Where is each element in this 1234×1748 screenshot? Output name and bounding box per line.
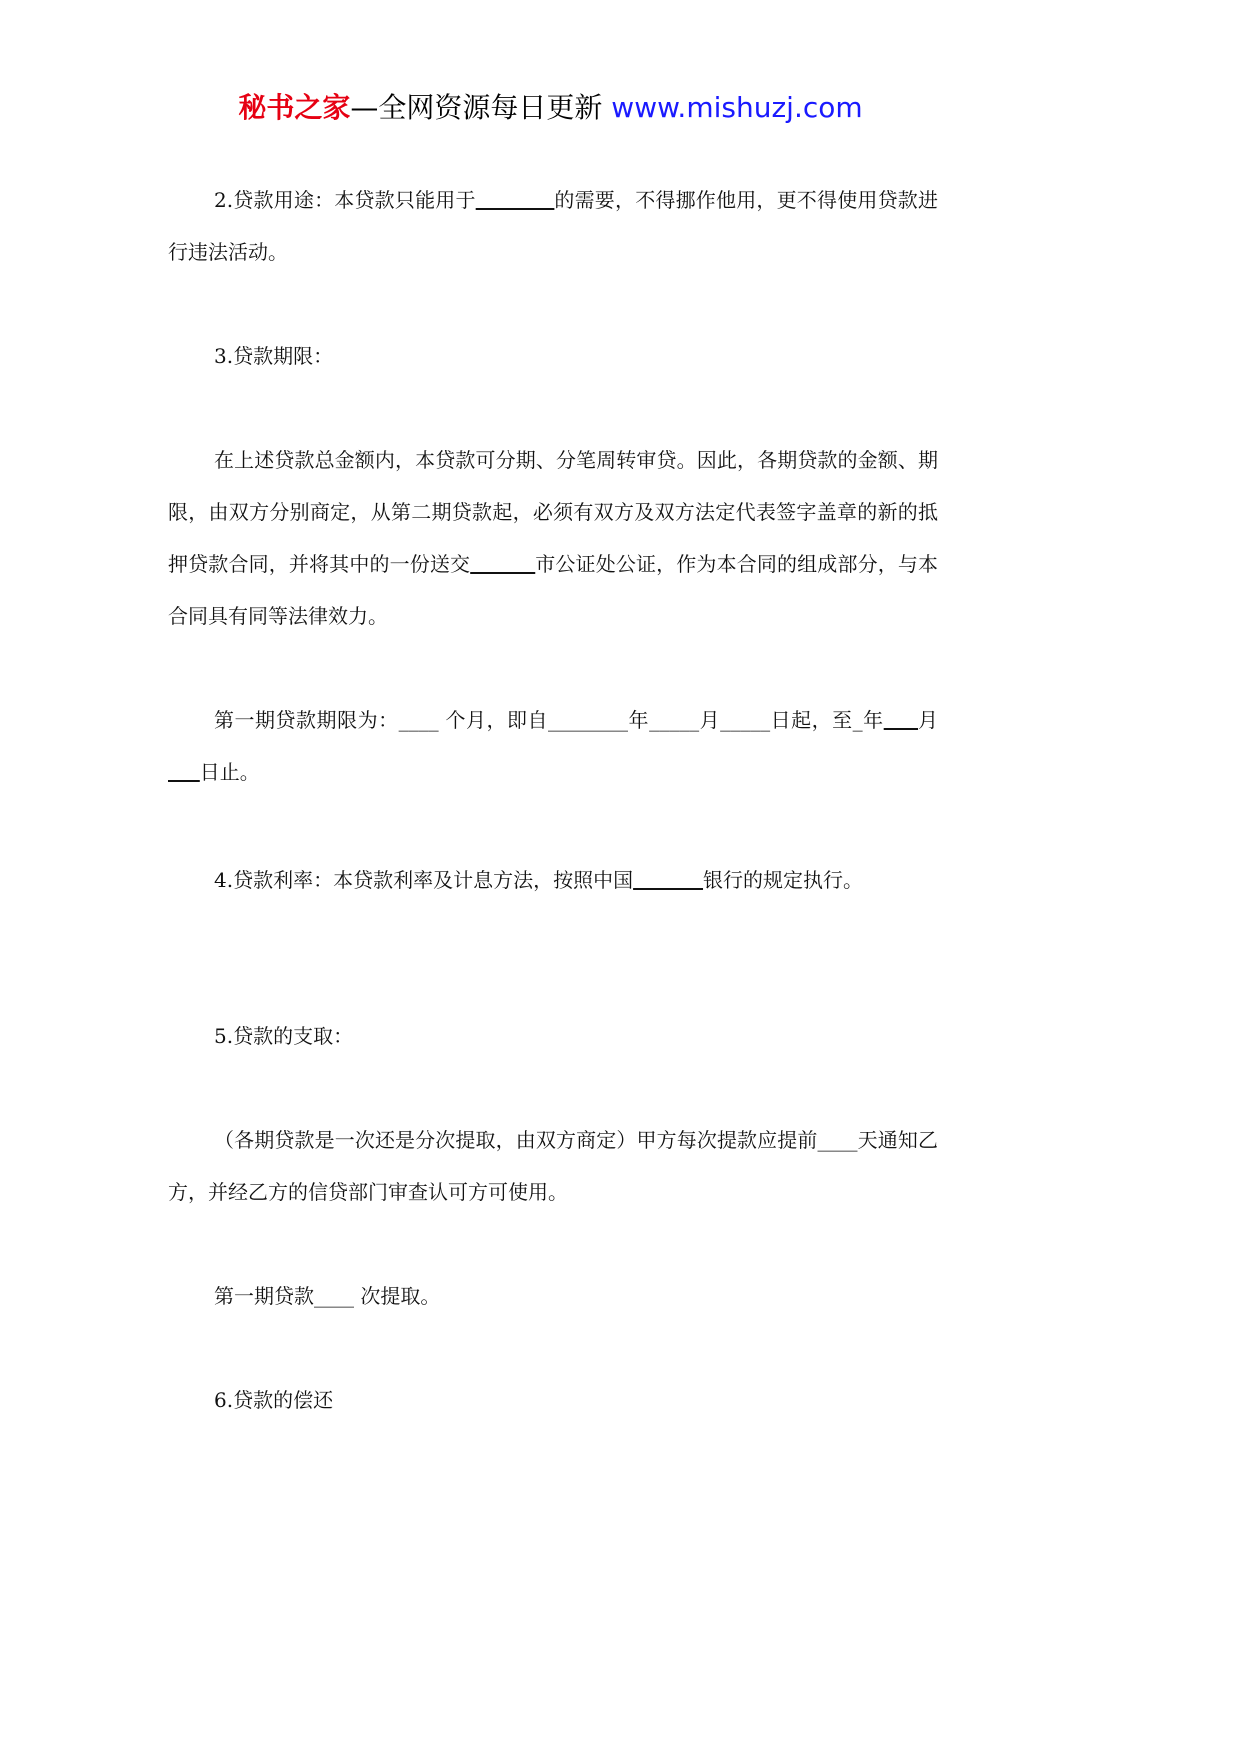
paragraph-text: 市公证处公证，作为本合同的组成部分，与本合同具有同等法律效力。 <box>168 552 939 628</box>
paragraph-text: 第一期贷款 <box>214 1284 314 1308</box>
fill-blank-start-year: ________ <box>548 708 629 732</box>
fill-blank-times: ____ <box>314 1284 354 1308</box>
fill-blank-end-day <box>168 760 200 784</box>
fill-blank-city <box>470 552 535 576</box>
paragraph-withdrawal-notice <box>168 1114 938 1218</box>
fill-blank-purpose <box>476 188 555 212</box>
site-url-link[interactable]: www.mishuzj.com <box>611 91 863 124</box>
paragraph-first-withdrawal <box>168 1270 938 1322</box>
text: 日止。 <box>199 760 260 784</box>
site-header <box>0 88 1101 128</box>
text: 个月，即自 <box>438 708 549 732</box>
clause-withdrawal-heading: 5.贷款的支取： <box>214 1024 354 1048</box>
paragraph-installments <box>168 434 938 642</box>
text: 年 <box>628 708 650 732</box>
fill-blank-days: ____ <box>817 1128 858 1152</box>
clause-interest-rate <box>168 854 938 906</box>
text: 年 <box>862 708 884 732</box>
brand-name: 秘书之家 <box>238 91 351 124</box>
clause-text: 2.贷款用途：本贷款只能用于 <box>214 188 476 212</box>
text: 第一期贷款期限为： <box>214 708 399 732</box>
fill-blank-start-month: _____ <box>649 708 700 732</box>
paragraph-text: 在上述贷款总金额内，本贷款可分期、分笔周转审贷。因此，各期贷款的金额、期限，由双方分别商定，从第二期贷款起，必须有双方及双方法定代表签字盖章的新的抵押贷款合同，并将其中的一份送交 <box>168 448 938 576</box>
fill-blank-months: ____ <box>398 708 439 732</box>
paragraph-text: 次提取。 <box>354 1284 441 1308</box>
clause-text: 银行的规定执行。 <box>703 868 864 892</box>
clause-text: 的需要，不得挪作他用，更不得使用贷款进行违法活动。 <box>168 188 938 264</box>
clause-repayment-heading: 6.贷款的偿还 <box>214 1388 334 1412</box>
paragraph-text: （各期贷款是一次还是分次提取，由双方商定）甲方每次提款应提前 <box>214 1128 818 1152</box>
fill-blank-end-year: _ <box>852 708 863 732</box>
paragraph-text: 天通知乙方，并经乙方的信贷部门审查认可方可使用。 <box>168 1128 939 1204</box>
fill-blank-bank <box>633 868 703 892</box>
text: 日起，至 <box>770 708 853 732</box>
text: 月 <box>699 708 721 732</box>
clause-loan-term-heading: 3.贷款期限： <box>214 344 334 368</box>
clause-loan-purpose <box>168 174 938 278</box>
header-tagline: —全网资源每日更新 <box>350 91 603 124</box>
fill-blank-end-month <box>884 708 918 732</box>
clause-text: 4.贷款利率：本贷款利率及计息方法，按照中国 <box>214 868 634 892</box>
text: 月 <box>918 708 939 732</box>
paragraph-first-term <box>168 694 938 798</box>
fill-blank-start-day: _____ <box>720 708 771 732</box>
